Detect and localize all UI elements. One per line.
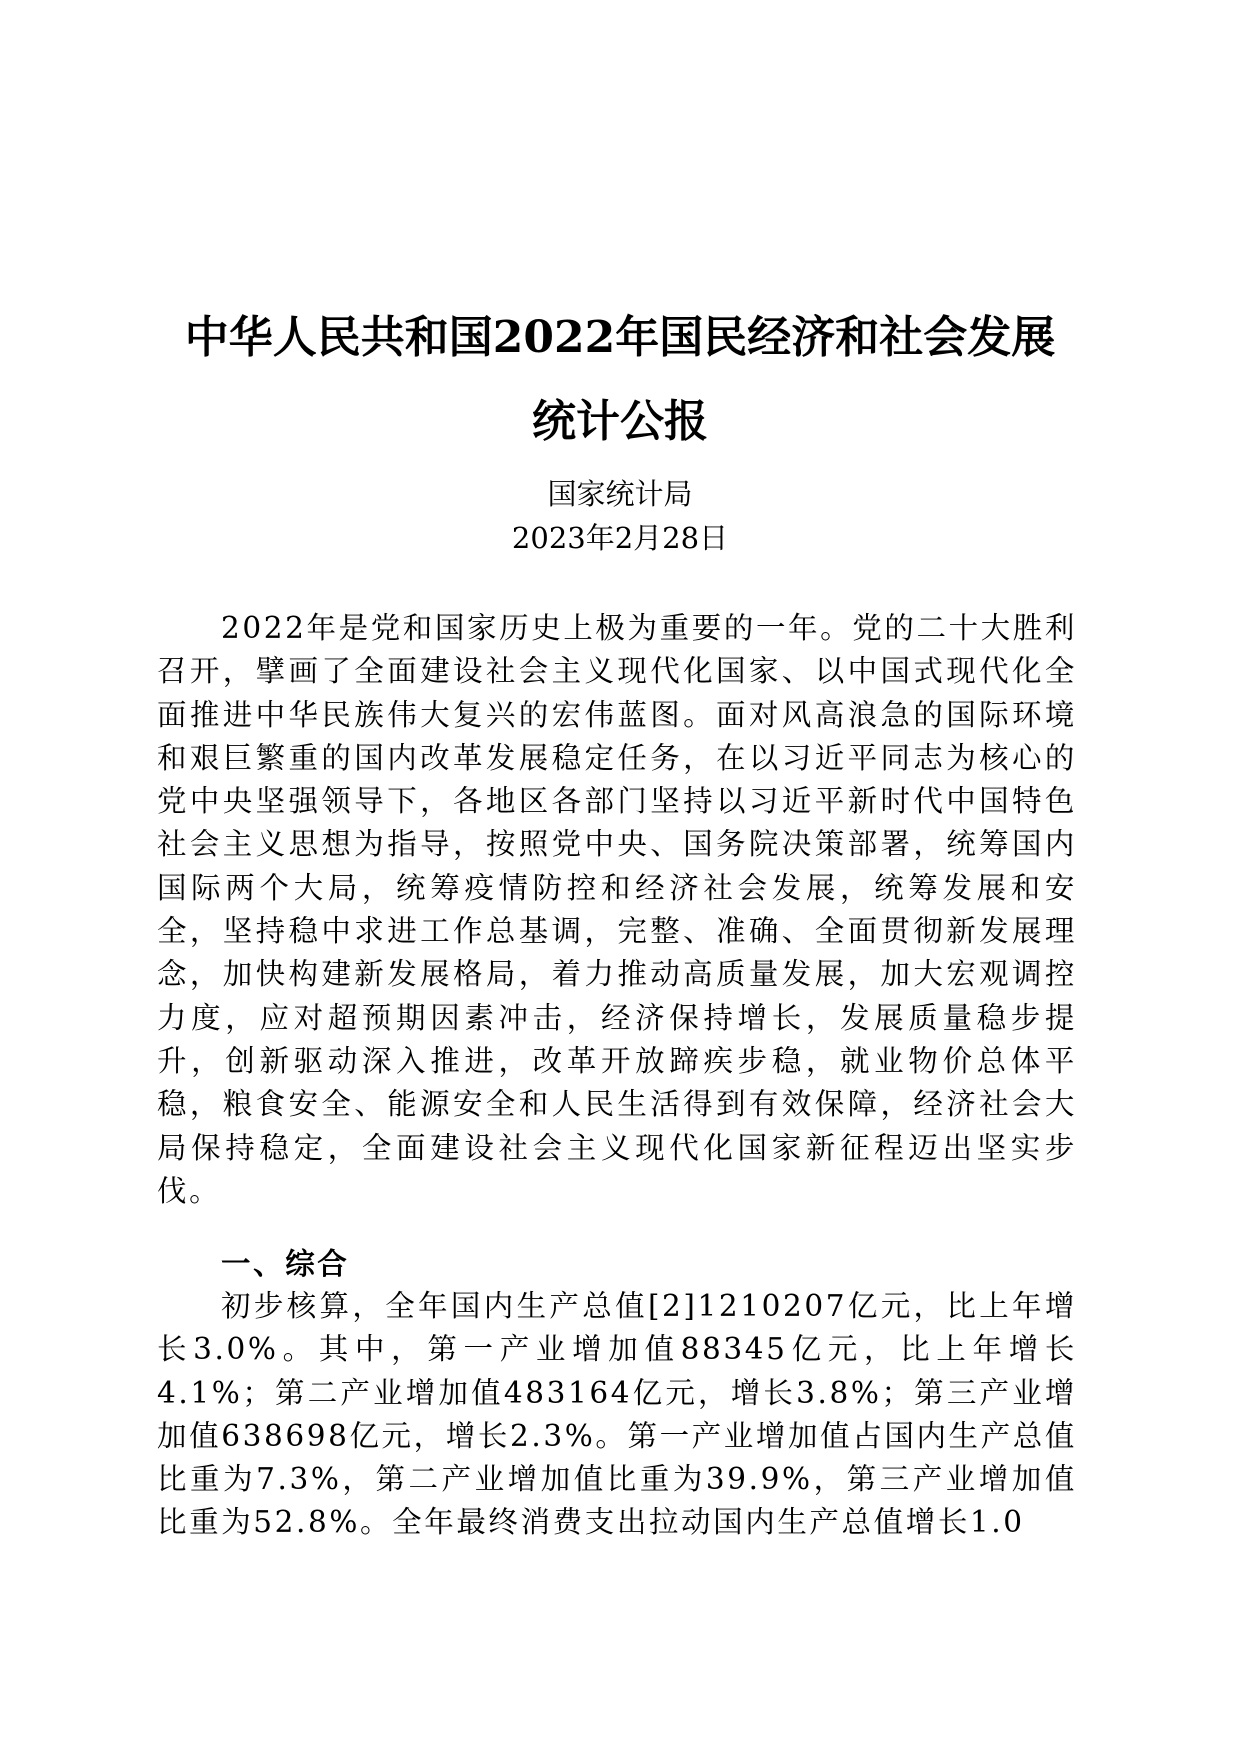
document-author: 国家统计局	[547, 477, 693, 511]
section-overview-paragraph: 初步核算，全年国内生产总值[2]1210207亿元，比上年增长3.0%。其中，第一产业增加值88345亿元，比上年增长4.1%；第二产业增加值483164亿元，增长3.8%；第三产业增加值638698亿元，增长2.3%。第一产业增加值占国内生产总值比重为7.3%，第二产业增加值比重为39.9%，第三产业增加值比重为52.8%。全年最终消费支出拉动国内生产总值增长1.0	[157, 1289, 1077, 1540]
document-title-line-2: 统计公报	[532, 396, 708, 447]
document-date: 2023年2月28日	[511, 521, 729, 555]
section-heading-overview: 一、综合	[221, 1246, 350, 1281]
intro-paragraph: 2022年是党和国家历史上极为重要的一年。党的二十大胜利召开，擘画了全面建设社会主义现代化国家、以中国式现代化全面推进中华民族伟大复兴的宏伟蓝图。面对风高浪急的国际环境和艰巨繁重的国内改革发展稳定任务，在以习近平同志为核心的党中央坚强领导下，各地区各部门坚持以习近平新时代中国特色社会主义思想为指导，按照党中央、国务院决策部署，统筹国内国际两个大局，统筹疫情防控和经济社会发展，统筹发展和安全，坚持稳中求进工作总基调，完整、准确、全面贯彻新发展理念，加快构建新发展格局，着力推动高质量发展，加大宏观调控力度，应对超预期因素冲击，经济保持增长，发展质量稳步提升，创新驱动深入推进，改革开放蹄疾步稳，就业物价总体平稳，粮食安全、能源安全和人民生活得到有效保障，经济社会大局保持稳定，全面建设社会主义现代化国家新征程迈出坚实步伐。	[157, 611, 1077, 1208]
document-title-line-1: 中华人民共和国2022年国民经济和社会发展	[184, 312, 1056, 363]
